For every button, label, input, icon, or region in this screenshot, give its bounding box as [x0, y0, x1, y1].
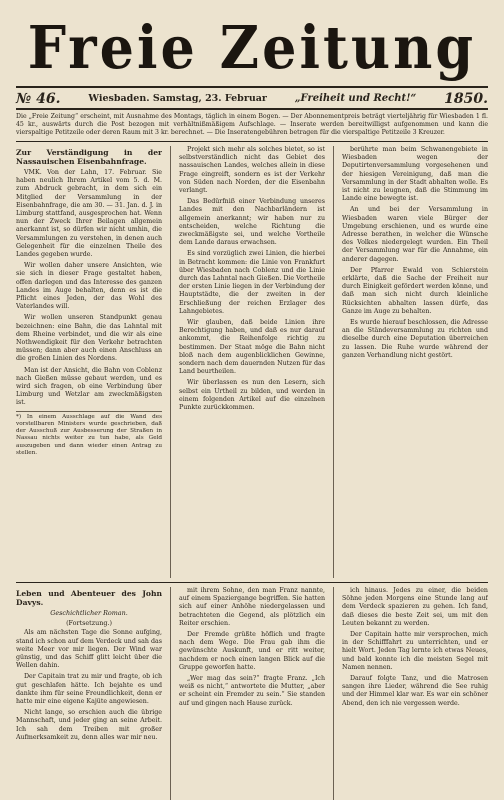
subscription-notice: Die „Freie Zeitung“ erscheint, mit Ausnahme des Montags, täglich in einem Bogen. — Der Abonnementpreis beträgt vierteljährig für Wiesbaden 1 fl. 45 kr., auswärts durch die Post bezogen mit verhältnißmäßigem Aufschlage. — Inserate werden bereitwilligst aufgenommen und kann die vierspaltige Petitzeile oder deren Raum mit 3 kr. berechnet. — Die Inseratengebühren betragen für die vierspaltige Petitzeile 3 Kreuzer. — [16, 113, 488, 142]
paragraph: Wir wollen daher unsere Ansichten, wie sie sich in dieser Frage gestaltet haben, offen darlegen und das Interesse des ganzen Landes im Auge behalten, denn es ist die Pflicht eines Jeden, der das Wohl des Vaterlandes will. — [16, 262, 163, 311]
paragraph: An und bei der Versammlung in Wiesbaden waren viele Bürger der Umgebung erschienen, und es wurde eine Adresse berathen, in welcher die Wünsche des Volkes niedergelegt wurden. Ein Theil der Versammlung war für die Annahme, ein anderer dagegen. — [341, 206, 488, 263]
paragraph: Wir glauben, daß beide Linien ihre Berechtigung haben, und daß es nur darauf ankommt, die Reihenfolge richtig zu bestimmen. Der Staat möge die Bahn nicht bloß nach dem augenblicklichen Gewinne, sondern nach dem dauernden Nutzen für das Land beurtheilen. — [178, 319, 326, 376]
issue-number: № 46. — [16, 91, 61, 107]
feuilleton-column-3 — [342, 587, 488, 800]
paragraph: berührte man beim Schwanengebiete in Wiesbaden wegen der Deputirtenversammlung vorgesehenen und der hiesigen Vereinigung, daß man die Versammlung in der Stadt abhalten wolle. Es ist nicht zu leugnen, daß die Stimmung im Lande eine bewegte ist. — [341, 146, 488, 203]
paragraph: VMK. Von der Lahn, 17. Februar. Sie haben neulich Ihrem Artikel vom 5. d. M. zum Abdruck gebracht, in dem sich ein Mitglied der Versammlung in der Eisenbahnfrage, die am 30. — 31. Jan. d. J. in Limburg stattfand, ausgesprochen hat. Wenn nun der Zweck Ihrer Beilagen allgemein anerkannt ist, so dürfen wir nicht umhin, die Versammlungen zu verstehen, in denen auch Gelegenheit für die einzelnen Theile des Landes gegeben wurde. — [16, 169, 163, 259]
article-heading-railway: Zur Verständigung in der Nassauischen Eisenbahnfrage. — [16, 148, 163, 166]
masthead-title: Freie Zeitung — [27, 11, 477, 83]
column-2 — [179, 146, 325, 578]
column-rule — [333, 587, 334, 800]
paragraph: Es wurde hierauf beschlossen, die Adresse an die Ständeversammlung zu richten und dieselbe durch eine Deputation überreichen zu lassen. Die Ruhe wurde während der ganzen Verhandlung nicht gestört. — [341, 319, 488, 359]
feuilleton-column-2 — [179, 587, 325, 800]
upper-columns — [16, 146, 488, 578]
paragraph: Wir wollen unseren Standpunkt genau bezeichnen: eine Bahn, die das Lahntal mit dem Rheine verbindet, und die wir als eine Nothwendigkeit für den Verkehr betrachten müssen; dann aber auch einen Anschluss an die großen Linien des Nordens. — [16, 314, 163, 363]
feuilleton-divider — [16, 582, 488, 583]
column-3 — [342, 146, 488, 578]
column-rule — [170, 587, 171, 800]
feuilleton-title: Leben und Abenteuer des John Davys. — [16, 589, 163, 607]
paragraph: Als am nächsten Tage die Sonne aufging, stand ich schon auf dem Verdeck und sah das weite Meer vor mir liegen. Der Wind war günstig, und das Schiff glitt leicht über die Wellen dahin. — [16, 629, 163, 670]
paragraph: Der Fremde grüßte höflich und fragte nach dem Wege. Die Frau gab ihm die gewünschte Auskunft, und er ritt weiter, nachdem er noch einen langen Blick auf die Gruppe geworfen hatte. — [178, 631, 326, 671]
footnote: *) In einem Ausschlage auf die Wand des vorstellbaren Ministers wurde geschrieben, daß der Ausschuß zur Ausbesserung der Straßen in Nassau nichts weiter zu tun habe, als Geld auszugeben und dann wieder einen Antrag zu stellen. — [16, 411, 162, 457]
column-1 — [16, 146, 162, 578]
paragraph: Nicht lange, so erschien auch die übrige Mannschaft, und jeder ging an seine Arbeit. Ich sah dem Treiben mit großer Aufmerksamkeit zu, denn alles war mir neu. — [16, 709, 163, 741]
motto: „Freiheit und Recht!“ — [294, 93, 417, 104]
paragraph: ich hinaus. Jedes zu einer, die beiden Söhne jeden Morgens eine Stunde lang auf dem Verdeck spazieren zu gehen. Ich fand, daß dieses die beste Zeit sei, um mit den Leuten bekannt zu werden. — [341, 587, 488, 627]
issue-info-bar — [16, 86, 488, 110]
paragraph: Das Bedürfniß einer Verbindung unseres Landes mit den Nachbarländern ist allgemein anerkannt; wir haben nur zu entscheiden, welche Richtung die zweckmäßigste sei, und welche Vortheile dem Lande daraus erwachsen. — [178, 198, 326, 247]
lower-columns — [16, 587, 488, 800]
paragraph: Der Capitain trat zu mir und fragte, ob ich gut geschlafen hätte. Ich bejahte es und dankte ihm für seine Freundlichkeit, denn er hatte mir eine eigene Kajüte angewiesen. — [16, 673, 163, 706]
paragraph: Es sind vorzüglich zwei Linien, die hierbei in Betracht kommen: die Linie von Frankfurt über Wiesbaden nach Coblenz und die Linie durch das Lahntal nach Gießen. Die Vortheile der ersten Linie liegen in der Verbindung der Hauptstädte, die der zweiten in der Erschließung der reichen Erzlager des Lahngebietes. — [178, 250, 326, 315]
issue-year: 1850. — [444, 91, 488, 107]
paragraph: Der Capitain hatte mir versprochen, mich in der Schifffahrt zu unterrichten, und er hielt Wort. Jeden Tag lernte ich etwas Neues, und bald konnte ich die meisten Segel mit Namen nennen. — [341, 631, 488, 671]
paragraph: Darauf folgte Tanz, und die Matrosen sangen ihre Lieder, während die See ruhig und der Himmel klar war. Es war ein schöner Abend, den ich nie vergessen werde. — [341, 675, 488, 707]
paragraph: Projekt sich mehr als solches bietet, so ist selbstverständlich nicht das Gebiet des nassauischen Landes, welches allein in diese Frage eingreift, sondern es ist der Verkehr von Süden nach Norden, der die Eisenbahn verlangt. — [178, 146, 326, 195]
continuation-note: (Fortsetzung.) — [66, 619, 112, 628]
masthead — [16, 10, 488, 84]
paragraph: Wir überlassen es nun den Lesern, sich selbst ein Urtheil zu bilden, und werden in einem folgenden Artikel auf die einzelnen Punkte zurückkommen. — [178, 379, 326, 412]
feuilleton-subtitle: Geschichtlicher Roman. — [50, 609, 128, 617]
place-date: Wiesbaden. Samstag, 23. Februar — [88, 93, 267, 104]
paragraph: Man ist der Ansicht, die Bahn von Coblenz nach Gießen müsse gebaut werden, und es wird sich fragen, ob eine Verbindung über Limburg und Wetzlar am zweckmäßigsten ist. — [16, 366, 163, 407]
paragraph: Der Pfarrer Ewald von Schierstein erklärte, daß die Sache der Freiheit nur durch Einigkeit gefördert werden könne, und daß man sich nicht durch kleinliche Rücksichten abhalten lassen dürfe, das Ganze im Auge zu behalten. — [341, 266, 488, 315]
column-rule — [333, 146, 334, 578]
column-rule — [170, 146, 171, 578]
feuilleton-column-1 — [16, 587, 162, 800]
paragraph: mit ihrem Sohne, den man Franz nannte, auf einem Spaziergange begriffen. Sie hatten sich auf einer Anhöhe niedergelassen und betrachteten die Gegend, als plötzlich ein Reiter erschien. — [178, 587, 326, 627]
paragraph: „Wer mag das sein?“ fragte Franz. „Ich weiß es nicht,“ antwortete die Mutter, „aber er scheint ein Fremder zu sein.“ Sie standen auf und gingen nach Hause zurück. — [178, 675, 326, 707]
